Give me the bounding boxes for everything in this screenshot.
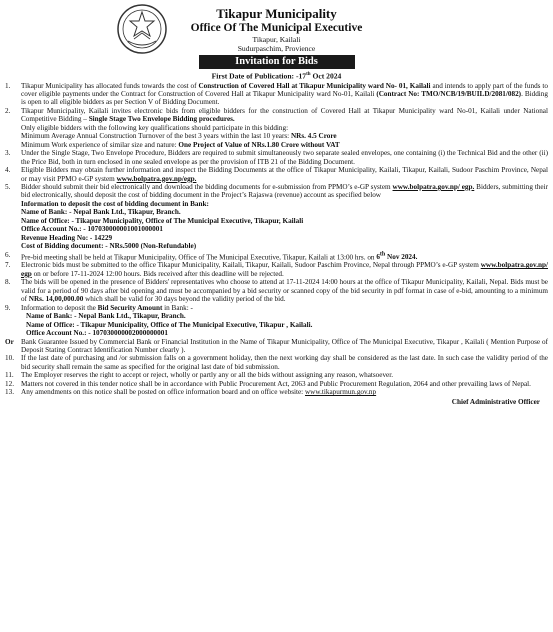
clause-1: 1. Tikapur Municipality has allocated funds towards the cost of Construction of Covered Hall at Tikapur Municipality ward No- 01, Kailali and intends to apply part of the funds to cover eligible payments under the Contract for Construction of Covered Hall at Tikapur Municipality ward No-01, Kailali (Contract No: TMO/NCB/19/BUILD/2081/082). Bidding is open to all eligible bidders as per Section V of Bidding Document.: [5, 81, 548, 107]
clause-2: 2. Tikapur Municipality, Kailali invites electronic bids from eligible bidders for the construction of Covered Hall at Tikapur Municipality ward No-01, Kailali under National Competitive Bidding – Single Stage Two Envelope Bidding procedures.: [5, 106, 548, 124]
office-name: Office Of The Municipal Executive: [190, 22, 363, 34]
egp-link[interactable]: www.bolpatra.gov.np/ egp.: [392, 182, 475, 191]
nepal-government-emblem-icon: [116, 3, 168, 55]
clause-8: 8. The bids will be opened in the presence of Bidders' representatives who choose to attend at 17-11-2024 14:00 hours at the office of Tikapur Municipality, Kailali, Nepal. Bids must be valid for a period of 90 days after bid opening and must be accompanied by a bid security or scanned copy of the bid security in pdf format in case of e-bid, amounting to a minimum of NRs. 14,00,000.00 which shall be valid for 30 days beyond the validity period of the bid.: [5, 278, 548, 304]
signature-title: Chief Administrative Officer: [451, 397, 540, 406]
egp-link[interactable]: www.bolpatra.gov.np/egp.: [116, 174, 197, 183]
qualification-experience: Minimum Work experience of similar size and nature: One Project of Value of NRs.1.80 Crore without VAT: [21, 140, 340, 149]
office-name-line: Name of Office: - Tikapur Municipality, Office of The Municipal Executive, Tikapur , Kailali.: [26, 320, 313, 329]
deposit-heading: Information to deposit the cost of bidding document in Bank:: [21, 199, 209, 208]
clause-11: 11. The Employer reserves the right to accept or reject, wholly or partly any or all the bids without assigning any reason, whatsoever.: [5, 371, 394, 380]
document-cost: Cost of Bidding document: - NRs.5000 (Non-Refundable): [21, 242, 197, 251]
address-line-2: Sudurpaschim, Provience: [237, 44, 316, 53]
clause-6: 6. Pre-bid meeting shall be held at Tikapur Municipality, Office of The Municipal Executive, Tikapur, Kailali at 13:00 hrs. on 6th Nov 2024.: [5, 250, 418, 261]
org-name: Tikapur Municipality: [216, 6, 337, 21]
qualification-turnover: Minimum Average Annual Construction Turnover of the best 3 years within the last 10 years: NRs. 4.5 Crore: [21, 132, 337, 141]
notice-title-banner: Invitation for Bids: [199, 55, 355, 69]
qualification-intro: Only eligible bidders with the following key qualifications should participate in this bidding:: [21, 123, 289, 132]
clause-5: 5. Bidder should submit their bid electronically and download the bidding documents for e-submission from PPMO’s e-GP system www.bolpatra.gov.np/ egp. Bidders, submitting their bid electronically, should deposit the cost of bidding document in the Project’s Rajaswa (revenue) account as specified below: [5, 182, 549, 200]
office-account: Office Account No.: - 107030000002000000001: [26, 329, 168, 338]
office-name-line: Name of Office: - Tikapur Municipality, Office of The Municipal Executive, Tikapur, Kailali: [21, 216, 304, 225]
address-line-1: Tikapur, Kailali: [252, 35, 301, 44]
notice-header: [5, 6, 548, 53]
clause-10: 10. If the last date of purchasing and /or submission falls on a government holiday, then the next working day shall be considered as the last date. In such case the validity period of the bid security shall remain the same as specified for the original last date of bid submission.: [5, 354, 548, 371]
bank-name: Name of Bank: - Nepal Bank Ltd., Tikapur, Branch.: [26, 312, 186, 321]
publication-date: First Date of Publication: -17th Oct 2024: [211, 71, 342, 81]
clause-12: 12. Matters not covered in this tender notice shall be in accordance with Public Procurement Act, 2063 and Public Procurement Regulation, 2064 and other prevailing laws of Nepal.: [5, 379, 531, 388]
office-account: Office Account No.: - 107030000001001000001: [21, 225, 163, 234]
clause-4: 4. Eligible Bidders may obtain further information and inspect the Bidding Documents at the office of Tikapur Municipality, Kailali, Tikapur, Kailali, Sudoor Paschim Province, Nepal or may visit PPMO e-GP system www.bolpatra.gov.np/egp.: [5, 166, 548, 183]
clause-or: Or Bank Guarantee Issued by Commercial Bank or Financial Institution in the Name of Tikapur Municipality, Office of The Municipal Executive, Tikapur , Kailali ( Mention Purpose of Deposit Stating Contract Identification Number clearly ).: [5, 337, 548, 354]
clause-3: 3. Under the Single Stage, Two Envelope Procedure, Bidders are required to submit simultaneously two separate sealed envelopes, one containing (i) the Technical Bid and the other (ii) the Price Bid, both in turn enclosed in one sealed envelope as per the provision of ITB 21 of the Bidding Document.: [5, 149, 548, 166]
egp-link[interactable]: www.bolpatra.gov.np/ egp: [21, 261, 548, 278]
bank-name: Name of Bank: - Nepal Bank Ltd., Tikapur, Branch.: [21, 208, 181, 217]
revenue-heading: Revenue Heading No: - 14229: [21, 233, 113, 242]
clause-7: 7. Electronic bids must be submitted to the office Tikapur Municipality, Kailali, Tikapur, Kailali, Sudoor Paschim Province, Nepal through PPMO’s e-GP system www.bolpatra.gov.np/ egp on or before 17-11-2024 12:00 hours. Bids received after this deadline will be rejected.: [5, 261, 548, 278]
website-link[interactable]: www.tikapurmun.gov.np: [304, 388, 377, 397]
clause-13: 13. Any amendments on this notice shall be posted on office information board and on office website: www.tikapurmun.gov.np: [5, 388, 377, 397]
clause-9: 9. Information to deposit the Bid Security Amount in Bank: -: [5, 303, 193, 312]
